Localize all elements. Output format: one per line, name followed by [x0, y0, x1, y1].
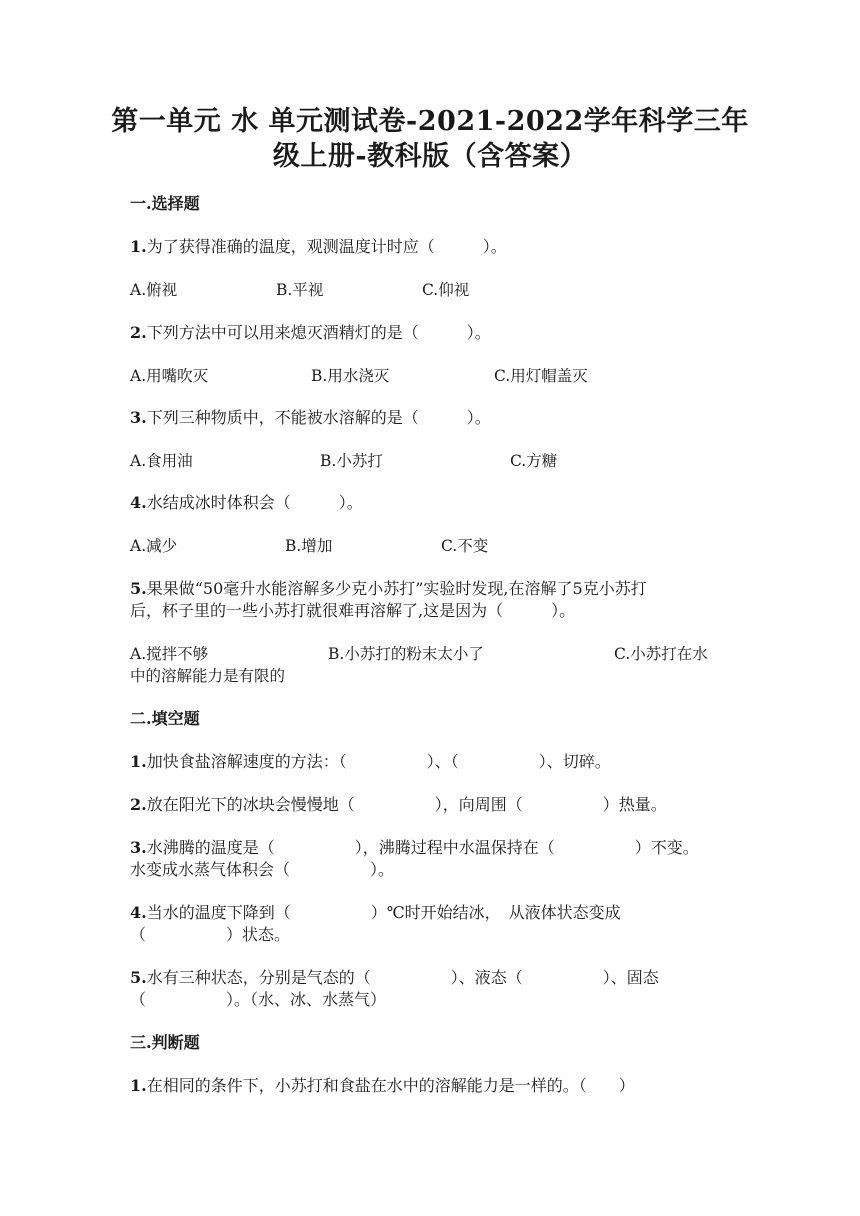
question-text-continued: 水变成水蒸气体积会（ ）。: [130, 860, 395, 879]
question-number: 4.: [130, 493, 147, 512]
choice-question-5: [130, 578, 647, 600]
option-a: A.搅拌不够: [130, 645, 209, 663]
fill-question-3: [130, 837, 699, 859]
option-c: C.不变: [441, 537, 489, 555]
question-text-continued: （ ）。（水、冰、水蒸气）: [130, 990, 387, 1009]
fill-question-1: [130, 751, 611, 773]
question-text: 当水的温度下降到（ ）℃时开始结冰， 从液体状态变成: [146, 903, 621, 922]
document-title: [100, 104, 760, 174]
question-text-continued: 后，杯子里的一些小苏打就很难再溶解了,这是因为（ ）。: [130, 601, 576, 620]
option-a: A.用嘴吹灭: [130, 367, 209, 385]
choice-question-4: [130, 492, 363, 514]
option-c: C.方糖: [510, 452, 558, 470]
section-heading-fill: 二.填空题: [130, 709, 200, 728]
choice-question-3: [130, 407, 491, 429]
option-c: C.用灯帽盖灭: [494, 367, 588, 385]
question-number: 2.: [130, 323, 147, 342]
question-text-continued: （ ）状态。: [130, 925, 291, 944]
question-number: 1.: [130, 237, 147, 256]
question-number: 5.: [130, 579, 147, 598]
question-number: 1.: [130, 752, 147, 771]
option-c-continued: 中的溶解能力是有限的: [130, 667, 286, 685]
question-number: 3.: [130, 838, 147, 857]
option-b: B.小苏打: [320, 452, 383, 470]
option-c: C.仰视: [422, 281, 470, 299]
option-a: A.俯视: [130, 281, 178, 299]
fill-question-5: [130, 967, 659, 989]
question-number: 5.: [130, 968, 147, 987]
option-b: B.用水浇灭: [311, 367, 390, 385]
option-a: A.减少: [130, 537, 178, 555]
question-text: 下列方法中可以用来熄灭酒精灯的是（ ）。: [146, 323, 491, 342]
option-b: B.平视: [276, 281, 324, 299]
option-c: C.小苏打在水: [614, 645, 708, 663]
title-line-2: 级上册-教科版（含答案）: [272, 141, 588, 172]
question-text: 果果做“50毫升水能溶解多少克小苏打”实验时发现,在溶解了5克小苏打: [146, 579, 647, 598]
fill-question-4: [130, 902, 621, 924]
question-text: 放在阳光下的冰块会慢慢地（ ），向周围（ ）热量。: [146, 795, 667, 814]
question-text: 加快食盐溶解速度的方法：（ ）、（ ）、切碎。: [146, 752, 611, 771]
option-b: B.增加: [285, 537, 333, 555]
choice-question-2: [130, 322, 491, 344]
question-number: 4.: [130, 903, 147, 922]
question-text: 水有三种状态，分别是气态的（ ）、液态（ ）、固态: [146, 968, 659, 987]
question-text: 下列三种物质中，不能被水溶解的是（ ）。: [146, 408, 491, 427]
question-text: 为了获得准确的温度，观测温度计时应（ ）。: [146, 237, 507, 256]
question-number: 1.: [130, 1076, 147, 1095]
question-text: 在相同的条件下，小苏打和食盐在水中的溶解能力是一样的。（ ）: [146, 1076, 635, 1095]
judge-question-1: [130, 1075, 635, 1097]
title-line-1: 第一单元 水 单元测试卷-2021-2022学年科学三年: [111, 106, 749, 137]
question-number: 2.: [130, 795, 147, 814]
fill-question-2: [130, 794, 667, 816]
section-heading-judge: 三.判断题: [130, 1033, 200, 1052]
section-heading-choice: 一.选择题: [130, 194, 200, 213]
question-text: 水结成冰时体积会（ ）。: [146, 493, 363, 512]
option-b: B.小苏打的粉末太小了: [328, 645, 484, 663]
question-text: 水沸腾的温度是（ ），沸腾过程中水温保持在（ ）不变。: [146, 838, 699, 857]
question-number: 3.: [130, 408, 147, 427]
choice-question-1: [130, 236, 507, 258]
option-a: A.食用油: [130, 452, 193, 470]
